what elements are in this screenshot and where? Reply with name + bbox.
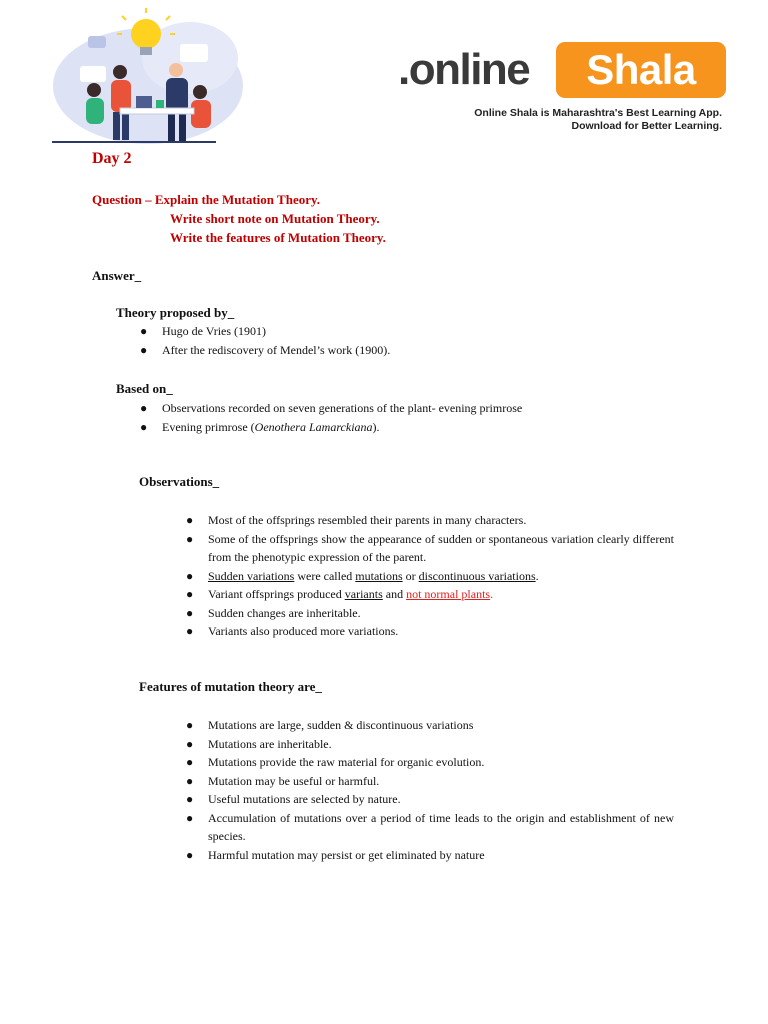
list-item	[140, 399, 722, 418]
species-name: Oenothera Lamarckiana	[254, 419, 373, 434]
list-item-text: Mutations are inheritable.	[208, 736, 332, 751]
list-item-text: Useful mutations are selected by nature.	[208, 792, 401, 806]
list-item-text: Evening primrose (	[162, 419, 255, 434]
bullet-icon: ●	[186, 773, 194, 788]
bullet-icon: ●	[140, 342, 148, 357]
list-item	[186, 567, 674, 586]
question-line-3: Write the features of Mutation Theory.	[170, 230, 386, 245]
day-title: Day 2	[92, 150, 132, 167]
list-item	[186, 511, 674, 530]
onlineshala-logo	[398, 42, 728, 98]
question-line-2: Write short note on Mutation Theory.	[170, 211, 380, 226]
based-on-list	[140, 399, 722, 436]
list-item-text: Accumulation of mutations over a period of time leads to the origin and establishment of new species.	[208, 810, 674, 843]
list-item-text: Mutations provide the raw material for organic evolution.	[208, 755, 485, 769]
theory-heading: Theory proposed by_	[116, 305, 235, 320]
list-item-text: Hugo de Vries (1901)	[162, 324, 267, 338]
list-item-text: Sudden changes are inheritable.	[208, 605, 361, 620]
bullet-icon: ●	[140, 324, 148, 338]
tagline-line-1: Online Shala is Maharashtra's Best Learning App.	[474, 107, 722, 119]
bullet-icon: ●	[186, 587, 194, 601]
bullet-icon: ●	[186, 847, 194, 862]
list-item-text: .	[490, 587, 494, 601]
underlined-term: variants	[344, 587, 383, 601]
list-item-text: were called	[294, 568, 356, 583]
bullet-icon: ●	[186, 624, 194, 638]
list-item-text: and	[382, 587, 407, 601]
list-item-text: Harmful mutation may persist or get eliminated by nature	[208, 847, 485, 862]
list-item-text: .	[535, 568, 539, 583]
list-item-text: ).	[372, 419, 380, 434]
logo-word-shala: Shala	[586, 46, 696, 93]
list-item	[186, 753, 674, 772]
bullet-icon: ●	[186, 605, 194, 620]
list-item	[186, 530, 674, 567]
observations-heading: Observations_	[139, 474, 220, 489]
list-item-text: Most of the offsprings resembled their parents in many characters.	[208, 513, 527, 527]
list-item-text: or	[402, 568, 419, 583]
bullet-icon: ●	[186, 736, 194, 751]
list-item	[186, 622, 674, 641]
bullet-icon: ●	[186, 568, 194, 583]
observations-list	[186, 511, 674, 641]
list-item	[140, 322, 722, 341]
bullet-icon: ●	[140, 419, 148, 434]
bullet-icon: ●	[186, 755, 194, 769]
list-item	[186, 790, 674, 809]
bullet-icon: ●	[186, 531, 194, 546]
team-illustration	[50, 8, 246, 148]
based-on-heading: Based on_	[116, 381, 173, 396]
list-item	[186, 846, 674, 865]
list-item-text: Variant offsprings produced	[208, 587, 345, 601]
list-item-text: Some of the offsprings show the appearance of sudden or spontaneous variation clearly different from the phenotypic expression of the parent.	[208, 531, 674, 564]
list-item	[186, 585, 674, 604]
bullet-icon: ●	[140, 401, 148, 415]
list-item	[186, 809, 674, 846]
underlined-term: discontinuous variations	[418, 568, 536, 583]
bullet-icon: ●	[186, 718, 194, 732]
logo-word-online: .online	[398, 45, 530, 94]
bullet-icon: ●	[186, 810, 194, 825]
list-item	[140, 341, 722, 360]
list-item	[186, 735, 674, 754]
features-list	[186, 716, 674, 864]
list-item-text: Mutation may be useful or harmful.	[208, 773, 380, 788]
list-item-text: Mutations are large, sudden & discontinuous variations	[208, 718, 474, 732]
list-item-text: Observations recorded on seven generations of the plant- evening primrose	[162, 401, 523, 415]
list-item-text: After the rediscovery of Mendel’s work (1900).	[162, 342, 391, 357]
bullet-icon: ●	[186, 513, 194, 527]
list-item-text: Variants also produced more variations.	[208, 624, 399, 638]
list-item	[186, 772, 674, 791]
features-heading: Features of mutation theory are_	[139, 679, 322, 694]
logo-badge	[556, 42, 726, 98]
answer-label: Answer_	[92, 268, 142, 283]
bullet-icon: ●	[186, 792, 194, 806]
list-item	[140, 418, 722, 437]
underlined-term: mutations	[355, 568, 403, 583]
list-item	[186, 716, 674, 735]
highlighted-term: not normal plants	[406, 587, 491, 601]
list-item	[186, 604, 674, 623]
underlined-term: Sudden variations	[208, 568, 295, 583]
question-line-1: Question – Explain the Mutation Theory.	[92, 192, 321, 207]
tagline-line-2: Download for Better Learning.	[571, 120, 722, 132]
theory-list	[140, 322, 722, 359]
